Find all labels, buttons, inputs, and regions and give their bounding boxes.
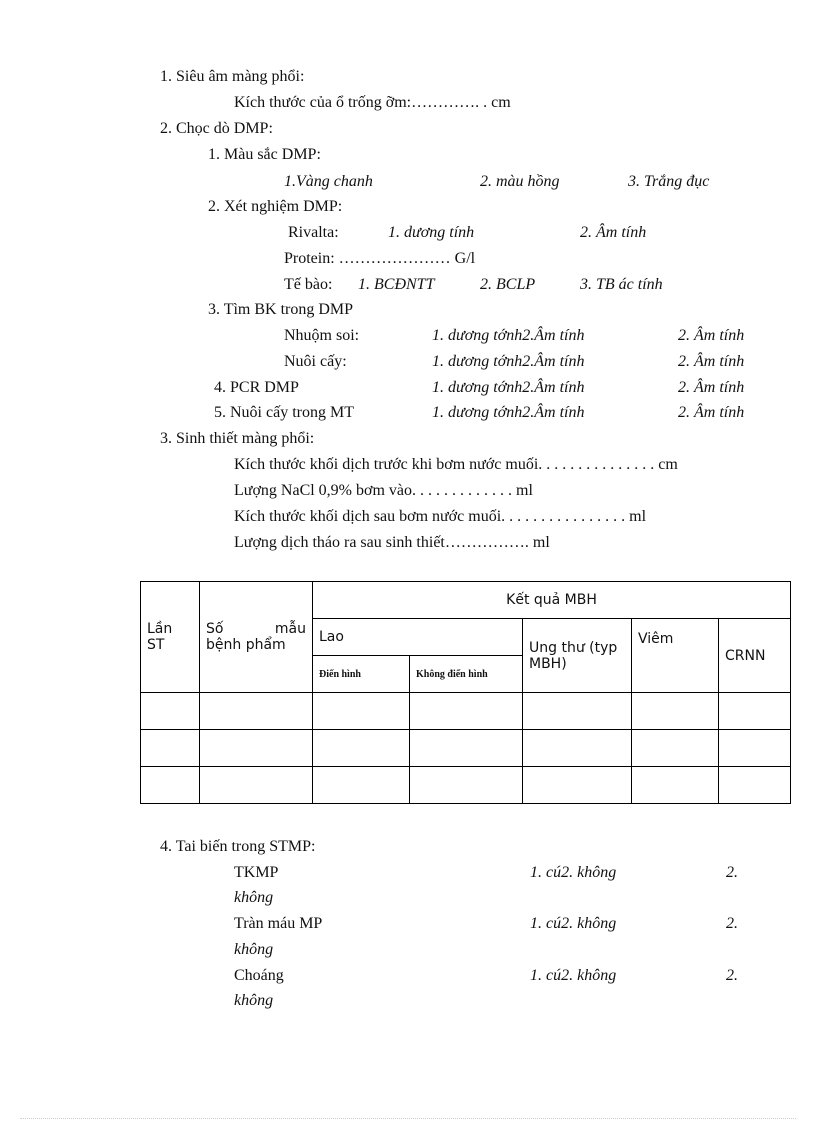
table-cell (523, 693, 632, 730)
rivalta-option-2: 2. Âm tính (580, 224, 647, 241)
table-cell (410, 693, 523, 730)
protein-line: Protein: ………………… G/l (284, 250, 476, 267)
stain-option-2: 2. Âm tính (678, 327, 745, 344)
col-header-lao: Lao (313, 619, 523, 656)
col-header-so-mau: Số mẫu bệnh phẩm (200, 582, 313, 693)
complication-option-2: 2. (726, 967, 738, 984)
table-row (141, 730, 791, 767)
table-cell (523, 730, 632, 767)
complication-option-1: 1. cú2. không (530, 915, 617, 932)
col-header-crnn: CRNN (719, 619, 791, 693)
size-before-line: Kích thước khối dịch trước khi bơm nước muối. . . . . . . . . . . . . . . cm (234, 456, 678, 473)
color-option-1: 1.Vàng chanh (284, 173, 373, 190)
cell-option-2: 2. BCLP (480, 276, 536, 293)
cell-option-1: 1. BCĐNTT (358, 276, 435, 293)
table-cell (719, 730, 791, 767)
size-after-line: Kích thước khối dịch sau bơm nước muối. . . . . . . . . . . . . . . . ml (234, 508, 647, 525)
color-option-2: 2. màu hồng (480, 173, 560, 190)
table-cell (523, 767, 632, 804)
rivalta-option-1: 1. dương tính (388, 224, 475, 241)
mt-culture-option-2: 2. Âm tính (678, 404, 745, 421)
table-cell (632, 767, 719, 804)
complication-option-2: 2. (726, 864, 738, 881)
complication-option-cont: không (234, 992, 274, 1009)
biopsy-results-table (140, 581, 791, 804)
pcr-option-1: 1. dương tớnh2.Âm tính (432, 379, 585, 396)
section-1-title: 1. Siêu âm màng phổi: (160, 68, 305, 85)
culture-label: Nuôi cấy: (284, 353, 347, 370)
section-2-title: 2. Chọc dò DMP: (160, 120, 273, 137)
col-header-ung-thu: Ung thư (typ MBH) (523, 619, 632, 693)
table-cell (719, 693, 791, 730)
group-header-mbh: Kết quả MBH (313, 582, 791, 619)
table-row (141, 767, 791, 804)
table-cell (719, 767, 791, 804)
complication-label-hemothorax: Tràn máu MP (234, 915, 323, 932)
complication-option-1: 1. cú2. không (530, 864, 617, 881)
stain-option-1: 1. dương tớnh2.Âm tính (432, 327, 585, 344)
col-header-khong-dien-hinh: Không điển hình (410, 656, 523, 693)
pcr-label: 4. PCR DMP (214, 379, 299, 396)
culture-option-1: 1. dương tớnh2.Âm tính (432, 353, 585, 370)
cell-option-3: 3. TB ác tính (580, 276, 663, 293)
table-cell (200, 767, 313, 804)
table-cell (200, 730, 313, 767)
table-cell (141, 730, 200, 767)
complication-option-1: 1. cú2. không (530, 967, 617, 984)
nacl-amount-line: Lượng NaCl 0,9% bơm vào. . . . . . . . . . . . . ml (234, 482, 533, 499)
fluid-test-title: 2. Xét nghiệm DMP: (208, 198, 343, 215)
bk-title: 3. Tìm BK trong DMP (208, 301, 354, 318)
mt-culture-label: 5. Nuôi cấy trong MT (214, 404, 354, 421)
col-header-lan: Lần ST (141, 582, 200, 693)
complication-option-cont: không (234, 889, 274, 906)
stain-label: Nhuộm soi: (284, 327, 360, 344)
section-4-title: 4. Tai biến trong STMP: (160, 838, 316, 855)
table-row (141, 693, 791, 730)
complication-label-shock: Choáng (234, 967, 284, 984)
cavity-size-line: Kích thước của ổ trống ỡm:…………. . cm (234, 94, 511, 111)
complication-option-cont: không (234, 941, 274, 958)
table-cell (313, 767, 410, 804)
col-header-dien-hinh: Điển hình (313, 656, 410, 693)
table-cell (313, 730, 410, 767)
table-cell (200, 693, 313, 730)
mt-culture-option-1: 1. dương tớnh2.Âm tính (432, 404, 585, 421)
color-option-3: 3. Trắng đục (628, 173, 710, 190)
table-cell (141, 693, 200, 730)
pcr-option-2: 2. Âm tính (678, 379, 745, 396)
complication-label-tkmp: TKMP (234, 864, 279, 881)
rivalta-label: Rivalta: (288, 224, 339, 241)
table-cell (632, 730, 719, 767)
section-3-title: 3. Sinh thiết màng phổi: (160, 430, 315, 447)
cell-label: Tế bào: (284, 276, 333, 293)
complication-option-2: 2. (726, 915, 738, 932)
table-cell (632, 693, 719, 730)
drained-amount-line: Lượng dịch tháo ra sau sinh thiết……………. ml (234, 534, 550, 551)
table-cell (410, 730, 523, 767)
table-cell (141, 767, 200, 804)
culture-option-2: 2. Âm tính (678, 353, 745, 370)
table-cell (313, 693, 410, 730)
fluid-color-title: 1. Màu sắc DMP: (208, 146, 321, 163)
page-bottom-divider (20, 1118, 796, 1119)
table-cell (410, 767, 523, 804)
col-header-viem: Viêm (632, 619, 719, 693)
